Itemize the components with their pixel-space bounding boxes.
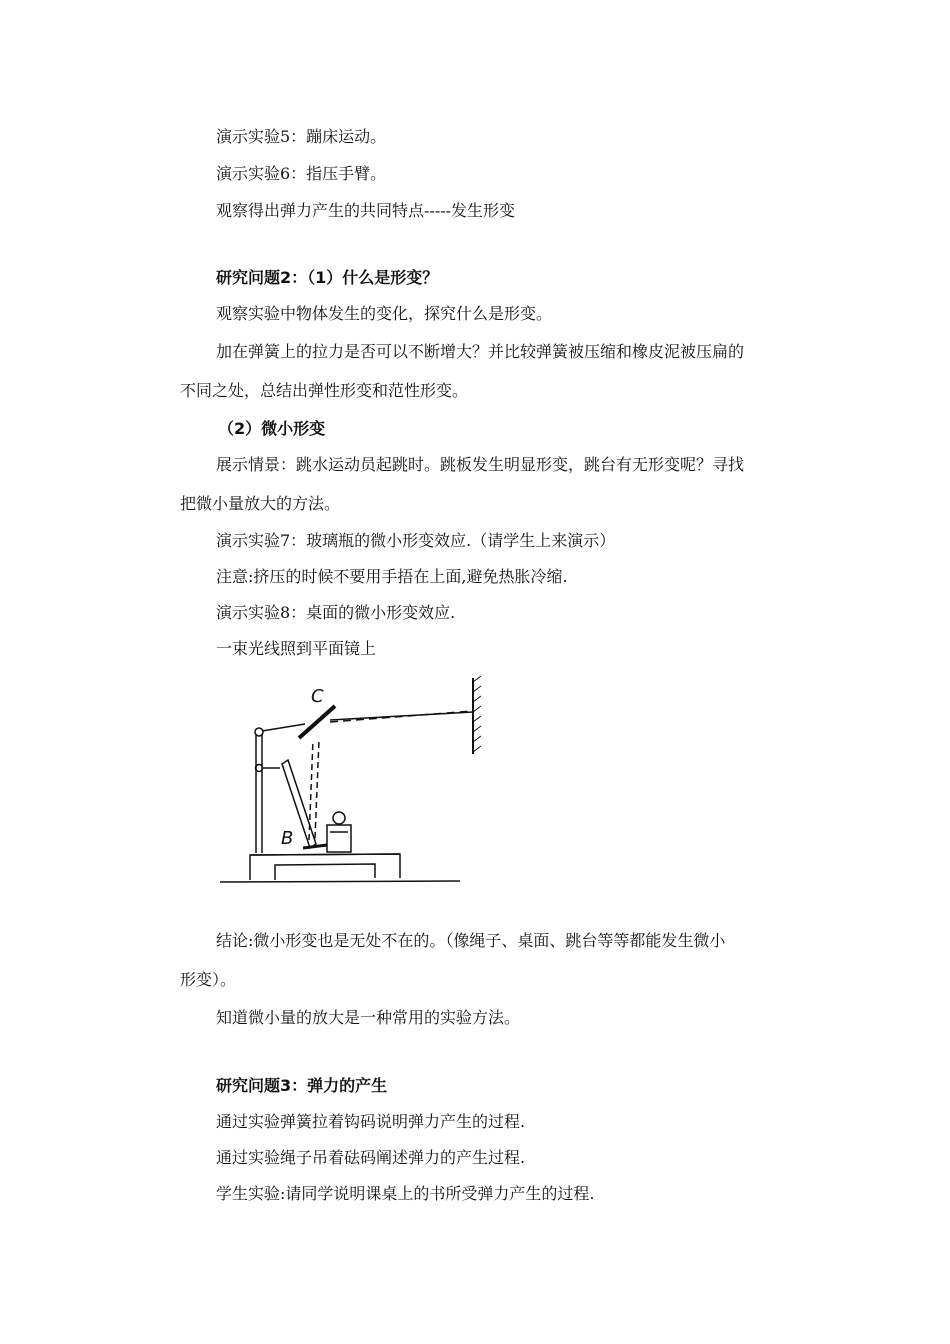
pole-knob-top <box>255 728 263 736</box>
text-line-note: 注意:挤压的时候不要用手捂在上面,避免热胀冷缩. <box>216 567 568 586</box>
text-line-conclusion: 结论:微小形变也是无处不在的。（像绳子、桌面、跳台等等都能发生微小 <box>216 931 726 950</box>
label-b: B <box>281 828 294 849</box>
text-line-student-experiment: 学生实验:请同学说明课桌上的书所受弹力产生的过程. <box>216 1184 595 1203</box>
table-base <box>250 854 400 880</box>
weight-block <box>327 825 351 852</box>
heading-question-2: 研究问题2：（1）什么是形变？ <box>216 268 439 287</box>
text-line-spring-cont: 不同之处，总结出弹性形变和范性形变。 <box>180 381 469 400</box>
text-line-demo-6: 演示实验6：指压手臂。 <box>216 164 387 183</box>
text-line-scenario-cont: 把微小量放大的方法。 <box>180 494 341 513</box>
text-line-scenario: 展示情景：跳水运动员起跳时。跳板发生明显形变，跳台有无形变呢？寻找 <box>216 455 745 474</box>
support-arm <box>262 724 305 731</box>
mirror-b <box>303 845 327 848</box>
text-line-spring: 加在弹簧上的拉力是否可以不断增大？并比较弹簧被压缩和橡皮泥被压扁的 <box>216 342 745 361</box>
heading-question-3: 研究问题3：弹力的产生 <box>216 1076 388 1095</box>
text-line-observe: 观察实验中物体发生的变化，探究什么是形变。 <box>216 304 553 323</box>
text-line-demo-7: 演示实验7：玻璃瓶的微小形变效应.（请学生上来演示） <box>216 531 616 550</box>
text-line-conclusion-cont: 形变）。 <box>180 970 237 989</box>
text-line-spring-weight: 通过实验弹簧拉着钩码说明弹力产生的过程. <box>216 1112 526 1131</box>
mirror-c <box>299 706 335 738</box>
text-line-method: 知道微小量的放大是一种常用的实验方法。 <box>216 1008 521 1027</box>
text-line-common-feature: 观察得出弹力产生的共同特点-----发生形变 <box>216 201 516 220</box>
light-ray-up <box>309 740 313 840</box>
text-line-rope-weight: 通过实验绳子吊着砝码阐述弹力的产生过程. <box>216 1148 526 1167</box>
text-line-demo-5: 演示实验5：蹦床运动。 <box>216 127 387 146</box>
label-c: C <box>311 686 324 707</box>
ground-line <box>220 881 460 882</box>
text-line-demo-8: 演示实验8：桌面的微小形变效应. <box>216 603 456 622</box>
weight-knob <box>333 812 345 824</box>
text-line-light-beam: 一束光线照到平面镜上 <box>216 639 377 658</box>
light-ray-up-2 <box>315 740 319 838</box>
subheading-micro-deformation: （2）微小形变 <box>218 419 326 438</box>
mirror-experiment-figure <box>215 672 515 892</box>
